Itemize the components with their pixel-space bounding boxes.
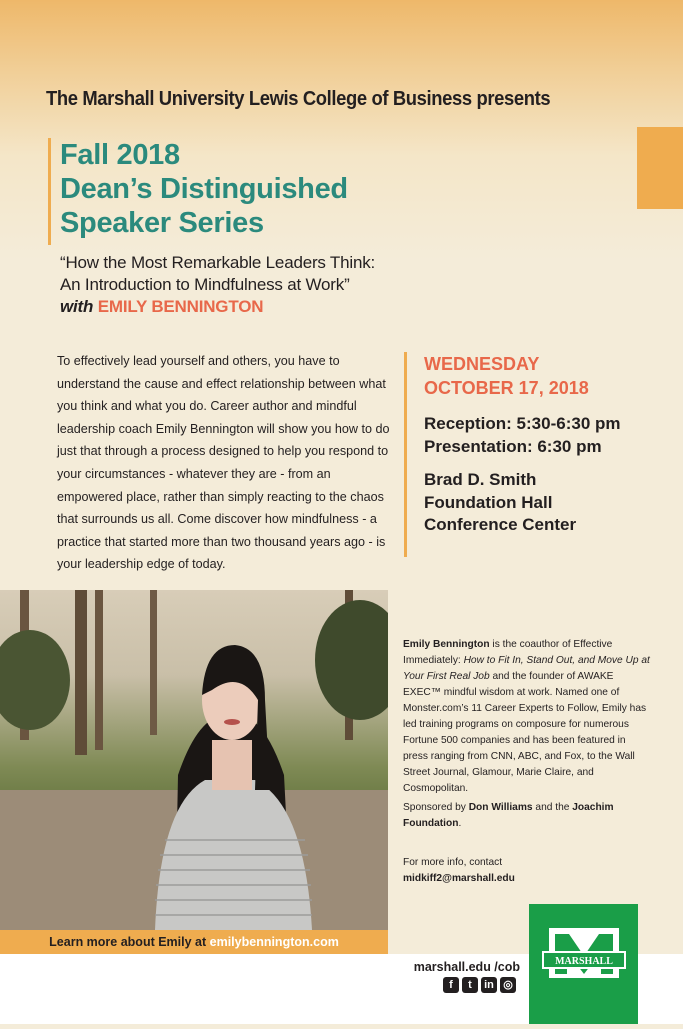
speaker-portrait-illustration [0,590,388,930]
event-details [404,352,679,557]
venue-line-1: Brad D. Smith [424,470,537,489]
bio-book-title: How to Fit In, Stand Out, and Move Up at Your First Real Job [403,655,650,682]
marshall-logo [529,904,638,1024]
talk-title-line-1: “How the Most Remarkable Leaders Think: [60,253,376,272]
marshall-m-icon [529,904,638,1024]
linkedin-icon[interactable]: in [481,977,497,993]
sponsor-mid: and the [532,802,573,813]
bio-text-1: is the coauthor of Effective Immediately: [403,639,613,666]
title-line-3: Speaker Series [60,207,264,239]
contact-email-link[interactable]: midkiff2@marshall.edu [403,873,515,884]
speaker-website-link[interactable]: emilybennington.com [209,935,339,949]
event-day: WEDNESDAY [424,354,540,374]
bio-text-2: and the founder of AWAKE EXEC™ mindful wisdom at work. Named one of Monster.com’s 11 Career Experts to Follow, Emily has led training programs on composure for numerous Fortune 500 companies and has been featured in press ranging from CNN, ABC, and Fox, to the Wall Street Journal, Glamour, Marie Claire, and Cosmopolitan. [403,671,647,794]
speaker-name: EMILY BENNINGTON [97,297,264,316]
contact-info [403,855,653,887]
orange-accent-block [637,127,683,209]
website-link[interactable]: marshall.edu /cob [413,960,520,974]
sponsor-name-1: Don Williams [468,802,533,813]
event-times [424,412,679,458]
presenter-line: The Marshall University Lewis College of Business presents [46,88,551,110]
sponsor-end: . [458,818,462,829]
intro-paragraph: To effectively lead yourself and others, you have to understand the cause and effect relationship between what you think and what you do. Career author and mindful leadership coach Emily Bennington will show you how to do just that through a process designed to help you respond to your circumstances - whatever they are - from an empowered place, rather than simply reacting to the chaos that surrounds us all. Come discover how mindfulness - a practice that started more than two thousand years ago - is your leadership edge of today. [57,354,390,572]
presentation-time: Presentation: 6:30 pm [424,437,602,456]
contact-label: For more info, contact [403,857,503,868]
venue-line-3: Conference Center [424,515,577,534]
sponsor-line [403,800,653,832]
title-line-2: Dean’s Distinguished [60,173,348,205]
twitter-icon[interactable]: t [462,977,478,993]
learn-more-text: Learn more about Emily at [49,935,207,949]
facebook-icon[interactable]: f [443,977,459,993]
instagram-icon[interactable]: ◎ [500,977,516,993]
speaker-line [60,296,620,318]
with-label: with [60,297,94,316]
series-title [48,138,348,245]
speaker-bio [403,637,653,797]
sponsor-name-2: Joachim Foundation [403,802,614,829]
reception-time: Reception: 5:30-6:30 pm [424,414,621,433]
sponsor-prefix: Sponsored by [403,802,469,813]
venue-line-2: Foundation Hall [424,492,553,512]
talk-title [60,252,620,318]
event-venue [424,469,679,537]
logo-wordmark: MARSHALL [555,956,613,967]
talk-title-line-2: An Introduction to Mindfulness at Work” [60,275,350,294]
learn-more-bar [0,930,388,954]
speaker-photo [0,590,388,930]
title-line-1: Fall 2018 [60,139,180,171]
social-icons [443,977,516,993]
bio-name: Emily Bennington [403,639,490,650]
event-date: OCTOBER 17, 2018 [424,378,589,398]
